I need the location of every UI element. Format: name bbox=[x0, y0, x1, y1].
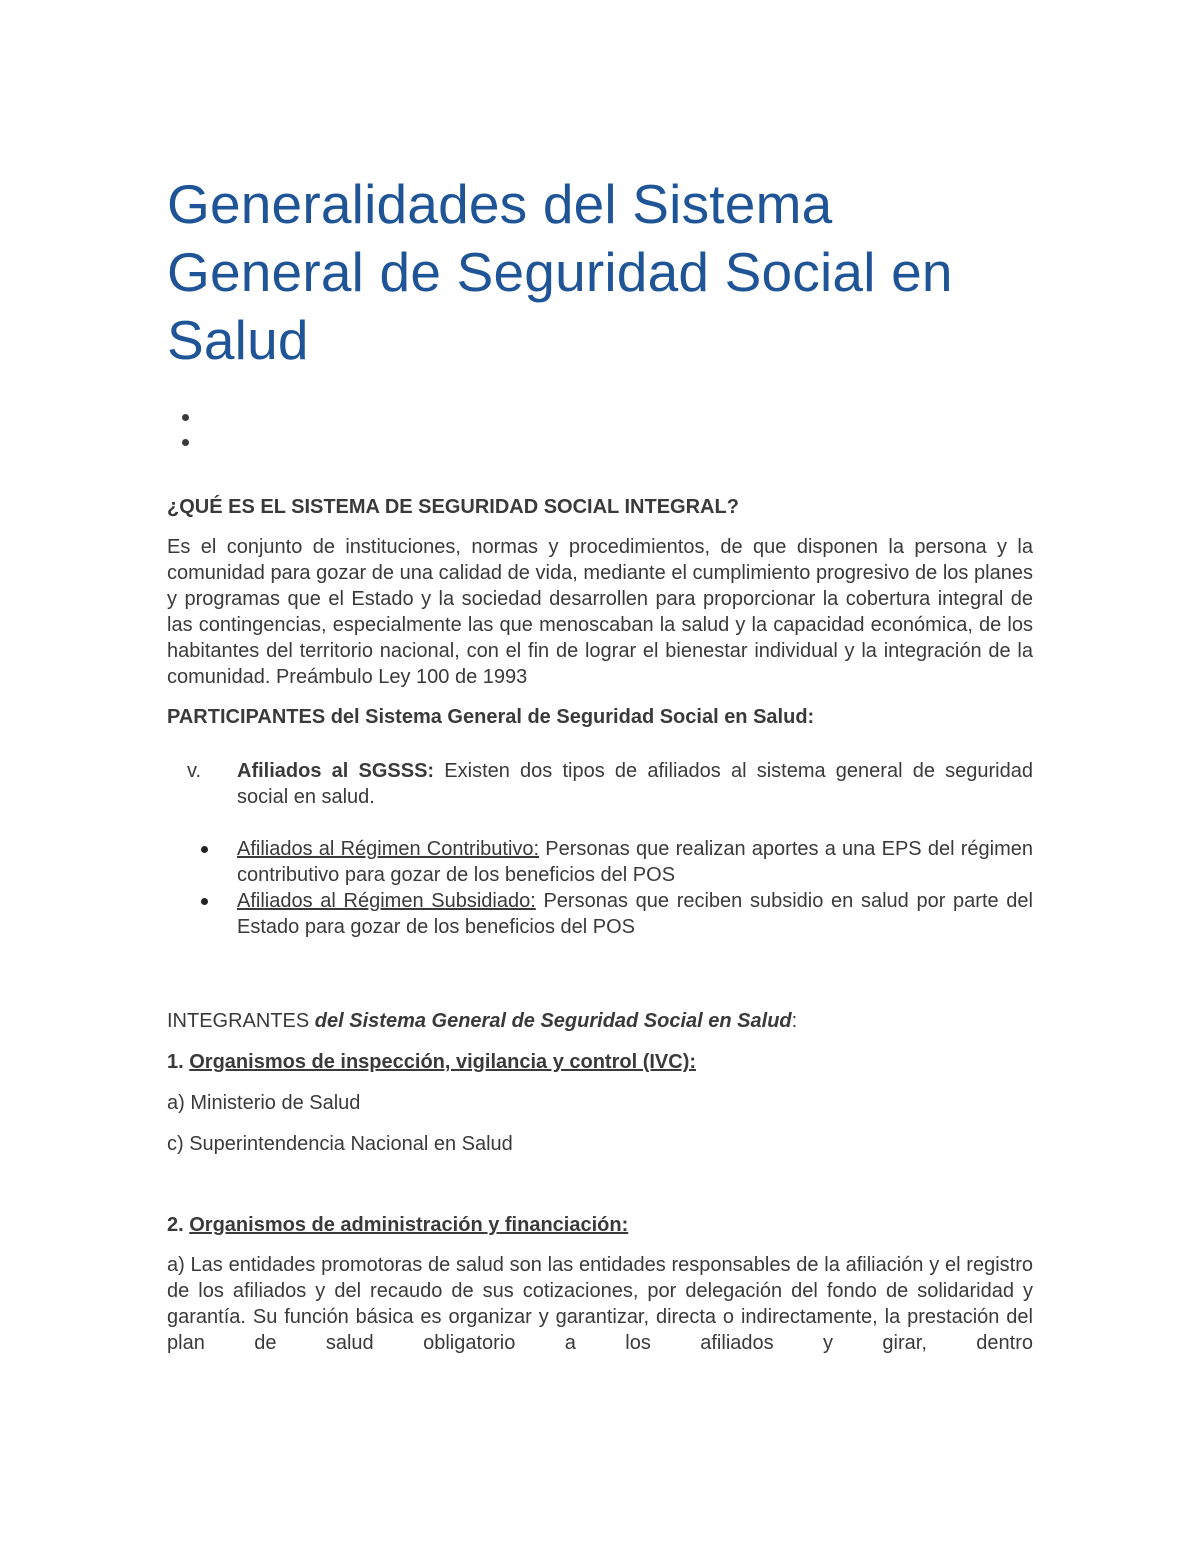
section-heading-que-es: ¿QUÉ ES EL SISTEMA DE SEGURIDAD SOCIAL INTEGRAL? bbox=[167, 496, 739, 518]
org1-title: Organismos de inspección, vigilancia y control (IVC): bbox=[189, 1051, 697, 1073]
empty-bullet bbox=[167, 404, 1033, 429]
org1-heading bbox=[167, 1049, 1033, 1075]
definition-text: Es el conjunto de instituciones, normas y procedimientos, de que disponen la persona y la comunidad para gozar de una calidad de vida, mediante el cumplimiento progresivo de los planes y programas que el Estado y la sociedad desarrollen para proporcionar la cobertura integral de las contingencias, especialmente las que menoscaban la salud y la capacidad económica, de los habitantes del territorio nacional, con el fin de lograr el bienestar individual y la integración de la comunidad. bbox=[167, 536, 1033, 688]
bullet-text: Personas que realizan aportes a una EPS del régimen contributivo para gozar de los beneficios del POS bbox=[237, 838, 1033, 886]
afiliados-label: Afiliados al SGSSS: bbox=[237, 760, 435, 782]
bullet-label: Afiliados al Régimen Subsidiado: bbox=[237, 890, 536, 912]
integrantes-colon: : bbox=[791, 1010, 798, 1032]
integrantes-label: INTEGRANTES bbox=[167, 1010, 310, 1032]
afiliados-bullet-list bbox=[167, 836, 1033, 940]
bullet-label: Afiliados al Régimen Contributivo: bbox=[237, 838, 540, 860]
list-marker: v. bbox=[187, 760, 202, 782]
document-title: Generalidades del Sistema General de Seguridad Social en Salud bbox=[167, 173, 953, 371]
org2-title: Organismos de administración y financiación: bbox=[189, 1214, 629, 1236]
afiliados-item bbox=[167, 758, 1033, 810]
definition-paragraph bbox=[167, 534, 1033, 690]
empty-bullet-list bbox=[167, 404, 1033, 454]
org2-heading bbox=[167, 1212, 1033, 1238]
section-heading-integrantes bbox=[167, 1008, 1033, 1034]
org1-item: a) Ministerio de Salud bbox=[167, 1092, 361, 1114]
integrantes-italic: del Sistema General de Seguridad Social en Salud bbox=[309, 1010, 792, 1032]
afiliados-text: Existen dos tipos de afiliados al sistema general de seguridad social en salud. bbox=[237, 760, 1033, 808]
section-heading-participantes: PARTICIPANTES del Sistema General de Seguridad Social en Salud: bbox=[167, 706, 815, 728]
org1-number: 1. bbox=[167, 1051, 190, 1073]
empty-bullet bbox=[167, 429, 1033, 454]
definition-source: Preámbulo Ley 100 de 1993 bbox=[275, 666, 528, 688]
list-item bbox=[167, 836, 1033, 888]
bullet-text: Personas que reciben subsidio en salud por parte del Estado para gozar de los beneficios del POS bbox=[237, 890, 1033, 938]
org2-paragraph: a) Las entidades promotoras de salud son las entidades responsables de la afiliación y el registro de los afiliados y del recaudo de sus cotizaciones, por delegación del fondo de solidaridad y garantía. Su función básica es organizar y garantizar, directa o indirectamente, la prestación del plan de salud obligatorio a los afiliados y girar, dentro bbox=[167, 1254, 1033, 1354]
list-item bbox=[167, 888, 1033, 940]
org1-item: c) Superintendencia Nacional en Salud bbox=[167, 1133, 513, 1155]
document-page bbox=[167, 170, 1033, 1356]
org2-number: 2. bbox=[167, 1214, 190, 1236]
